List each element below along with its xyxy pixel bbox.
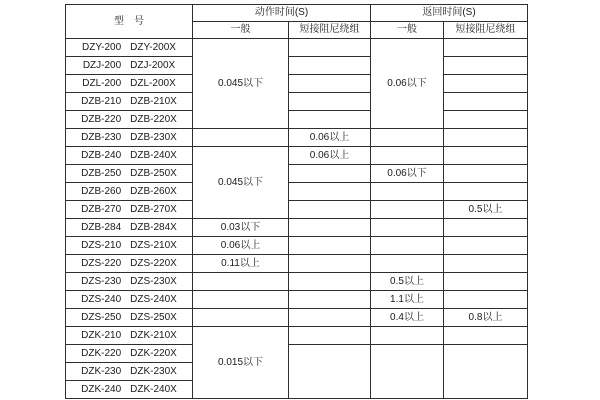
return-damping-cell <box>444 111 528 129</box>
model-cell <box>66 291 193 309</box>
table-row <box>66 111 528 129</box>
action-damping-cell <box>289 291 371 309</box>
header-row-groups <box>66 5 528 22</box>
return-damping-cell: 0.5以上 <box>444 201 528 219</box>
table-row <box>66 93 528 111</box>
return-damping-cell <box>444 237 528 255</box>
model-name-x: DZK-240X <box>130 384 177 395</box>
model-name: DZS-250 <box>81 312 122 323</box>
model-name: DZB-220 <box>81 114 122 125</box>
col-header-model: 型 号 <box>66 5 193 39</box>
return-damping-cell <box>444 129 528 147</box>
table-row <box>66 345 528 363</box>
return-damping-cell <box>444 345 528 399</box>
model-name-x: DZB-250X <box>130 168 177 179</box>
action-damping-cell: 0.06以上 <box>289 147 371 165</box>
return-general-cell: 0.5以上 <box>371 273 444 291</box>
table-row <box>66 147 528 165</box>
model-cell <box>66 57 193 75</box>
model-name: DZK-230 <box>81 366 122 377</box>
model-name: DZB-270 <box>81 204 122 215</box>
model-name-x: DZK-210X <box>130 330 177 341</box>
return-general-cell: 0.4以上 <box>371 309 444 327</box>
model-name-x: DZK-220X <box>130 348 177 359</box>
model-name: DZK-220 <box>81 348 122 359</box>
return-general-cell <box>371 147 444 165</box>
return-general-cell <box>371 183 444 201</box>
table-row <box>66 129 528 147</box>
model-name: DZB-210 <box>81 96 122 107</box>
model-cell <box>66 111 193 129</box>
action-damping-cell <box>289 93 371 111</box>
model-cell <box>66 237 193 255</box>
model-cell <box>66 75 193 93</box>
table-body <box>66 39 528 399</box>
action-damping-cell <box>289 237 371 255</box>
model-name-x: DZB-260X <box>130 186 177 197</box>
col-header-return-damping: 短接阻尼绕组 <box>444 22 528 39</box>
model-name-x: DZL-200X <box>130 78 176 89</box>
model-name: DZY-200 <box>82 42 122 53</box>
model-cell <box>66 201 193 219</box>
return-general-cell <box>371 201 444 219</box>
col-header-action-general: 一般 <box>193 22 289 39</box>
model-name: DZS-210 <box>81 240 122 251</box>
return-general-cell: 1.1以上 <box>371 291 444 309</box>
action-damping-cell <box>289 201 371 219</box>
model-cell <box>66 39 193 57</box>
model-cell <box>66 273 193 291</box>
action-damping-cell <box>289 345 371 399</box>
action-general-cell <box>193 309 289 327</box>
return-general-cell: 0.06以下 <box>371 39 444 129</box>
model-cell <box>66 165 193 183</box>
action-damping-cell: 0.06以上 <box>289 129 371 147</box>
model-name: DZB-284 <box>81 222 122 233</box>
action-damping-cell <box>289 75 371 93</box>
model-name-x: DZB-270X <box>130 204 177 215</box>
model-cell <box>66 363 193 381</box>
action-general-cell <box>193 129 289 147</box>
action-damping-cell <box>289 219 371 237</box>
action-general-cell: 0.06以上 <box>193 237 289 255</box>
model-name-x: DZB-240X <box>130 150 177 161</box>
return-general-cell <box>371 129 444 147</box>
col-header-return-time: 返回时间(S) <box>371 5 528 22</box>
model-cell <box>66 255 193 273</box>
model-name: DZK-240 <box>81 384 122 395</box>
return-damping-cell <box>444 291 528 309</box>
return-damping-cell <box>444 75 528 93</box>
model-name: DZK-210 <box>81 330 122 341</box>
model-cell <box>66 309 193 327</box>
model-name-x: DZJ-200X <box>130 60 176 71</box>
action-damping-cell <box>289 273 371 291</box>
action-damping-cell <box>289 183 371 201</box>
action-general-cell: 0.015以下 <box>193 327 289 399</box>
table-row <box>66 327 528 345</box>
model-name: DZS-240 <box>81 294 122 305</box>
return-general-cell <box>371 255 444 273</box>
model-name-x: DZS-250X <box>130 312 177 323</box>
col-header-return-general: 一般 <box>371 22 444 39</box>
table-row <box>66 309 528 327</box>
return-damping-cell: 0.8以上 <box>444 309 528 327</box>
return-general-cell <box>371 345 444 399</box>
table-row <box>66 183 528 201</box>
table-row <box>66 291 528 309</box>
table-row <box>66 273 528 291</box>
col-header-action-damping: 短接阻尼绕组 <box>289 22 371 39</box>
return-damping-cell <box>444 39 528 57</box>
table-row <box>66 201 528 219</box>
action-general-cell: 0.11以上 <box>193 255 289 273</box>
model-name-x: DZS-220X <box>130 258 177 269</box>
action-general-cell: 0.045以下 <box>193 39 289 129</box>
model-name-x: DZS-230X <box>130 276 177 287</box>
model-name-x: DZB-210X <box>130 96 177 107</box>
return-damping-cell <box>444 147 528 165</box>
model-cell <box>66 345 193 363</box>
model-name: DZB-250 <box>81 168 122 179</box>
model-name: DZB-240 <box>81 150 122 161</box>
model-cell <box>66 129 193 147</box>
model-cell <box>66 381 193 399</box>
return-damping-cell <box>444 57 528 75</box>
return-general-cell <box>371 219 444 237</box>
return-damping-cell <box>444 183 528 201</box>
action-damping-cell <box>289 327 371 345</box>
model-cell <box>66 183 193 201</box>
action-general-cell: 0.03以下 <box>193 219 289 237</box>
table-row <box>66 165 528 183</box>
return-general-cell <box>371 327 444 345</box>
model-cell <box>66 219 193 237</box>
model-cell <box>66 93 193 111</box>
model-name: DZS-230 <box>81 276 122 287</box>
action-damping-cell <box>289 39 371 57</box>
return-damping-cell <box>444 273 528 291</box>
return-damping-cell <box>444 93 528 111</box>
return-general-cell: 0.06以下 <box>371 165 444 183</box>
relay-timing-spec-table <box>65 4 528 399</box>
model-name: DZB-260 <box>81 186 122 197</box>
return-general-cell <box>371 237 444 255</box>
model-name: DZJ-200 <box>82 60 122 71</box>
model-cell <box>66 147 193 165</box>
model-name-x: DZS-210X <box>130 240 177 251</box>
model-name-x: DZK-230X <box>130 366 177 377</box>
col-header-action-time: 动作时间(S) <box>193 5 371 22</box>
model-name-x: DZS-240X <box>130 294 177 305</box>
table-row <box>66 57 528 75</box>
action-damping-cell <box>289 57 371 75</box>
return-damping-cell <box>444 255 528 273</box>
model-name: DZS-220 <box>81 258 122 269</box>
action-general-cell: 0.045以下 <box>193 147 289 219</box>
model-name-x: DZB-284X <box>130 222 177 233</box>
action-damping-cell <box>289 165 371 183</box>
action-damping-cell <box>289 255 371 273</box>
action-damping-cell <box>289 309 371 327</box>
action-general-cell <box>193 273 289 291</box>
model-name: DZB-230 <box>81 132 122 143</box>
table-row <box>66 255 528 273</box>
table-header <box>66 5 528 39</box>
action-damping-cell <box>289 111 371 129</box>
model-name-x: DZB-230X <box>130 132 177 143</box>
model-cell <box>66 327 193 345</box>
model-name-x: DZB-220X <box>130 114 177 125</box>
model-name-x: DZY-200X <box>130 42 176 53</box>
return-damping-cell <box>444 219 528 237</box>
table-row <box>66 75 528 93</box>
action-general-cell <box>193 291 289 309</box>
spec-table-container <box>65 4 528 399</box>
table-row <box>66 219 528 237</box>
table-row <box>66 237 528 255</box>
return-damping-cell <box>444 327 528 345</box>
return-damping-cell <box>444 165 528 183</box>
model-name: DZL-200 <box>82 78 122 89</box>
table-row <box>66 39 528 57</box>
